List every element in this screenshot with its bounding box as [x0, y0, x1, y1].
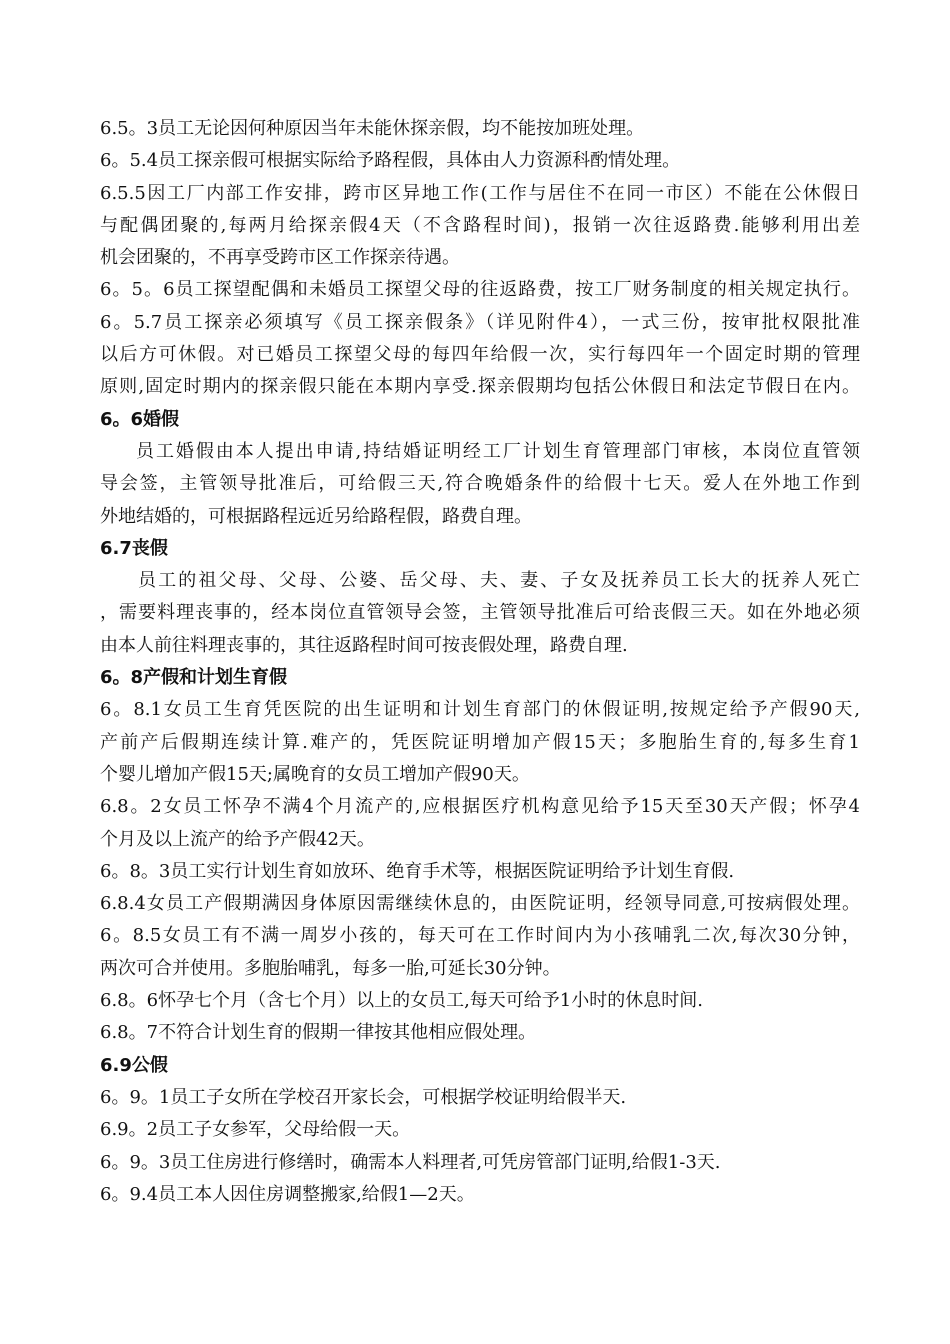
clause-6-9-2: 6.9。2员工子女参军，父母给假一天。 — [100, 1119, 411, 1141]
clause-6-9-4: 6。9.4员工本人因住房调整搬家,给假1—2天。 — [100, 1183, 475, 1205]
clause-6-5-7-line-2: 以后方可休假。对已婚员工探望父母的每四年给假一次，实行每四年一个固定时期的管理 — [100, 344, 860, 366]
clause-6-8-1-line-3: 个婴儿增加产假15天;属晚育的女员工增加产假90天。 — [100, 763, 530, 785]
funeral-leave-line-1: 员工的祖父母、父母、公婆、岳父母、夫、妻、子女及抚养员工长大的抚养人死亡 — [138, 570, 860, 592]
clause-6-8-5-line-1: 6。8.5女员工有不满一周岁小孩的，每天可在工作时间内为小孩哺乳二次,每次30分钟， — [100, 925, 860, 947]
funeral-leave-line-3: 由本人前往料理丧事的，其往返路程时间可按丧假处理，路费自理. — [100, 634, 628, 656]
clause-6-8-3: 6。8。3员工实行计划生育如放环、绝育手术等，根据医院证明给予计划生育假. — [100, 860, 735, 882]
clause-6-9-1: 6。9。1员工子女所在学校召开家长会，可根据学校证明给假半天. — [100, 1086, 627, 1108]
funeral-leave-line-2: ，需要料理丧事的，经本岗位直管领导会签，主管领导批准后可给丧假三天。如在外地必须 — [100, 602, 860, 624]
clause-6-8-7: 6.8。7不符合计划生育的假期一律按其他相应假处理。 — [100, 1022, 537, 1044]
clause-6-8-1-line-1: 6。8.1女员工生育凭医院的出生证明和计划生育部门的休假证明,按规定给予产假90天, — [100, 699, 860, 721]
clause-6-8-4: 6.8.4女员工产假期满因身体原因需继续休息的，由医院证明，经领导同意,可按病假处理。 — [100, 893, 860, 915]
clause-6-8-6: 6.8。6怀孕七个月（含七个月）以上的女员工,每天可给予1小时的休息时间. — [100, 990, 703, 1012]
section-heading-6-7: 6.7丧假 — [100, 537, 168, 559]
clause-6-8-1-line-2: 产前产后假期连续计算.难产的，凭医院证明增加产假15天；多胞胎生育的,每多生育1 — [100, 731, 860, 753]
clause-6-5-5-line-1: 6.5.5因工厂内部工作安排，跨市区异地工作(工作与居住不在同一市区）不能在公休假日 — [100, 182, 860, 204]
section-heading-6-6: 6。6婚假 — [100, 408, 180, 430]
document-body — [100, 113, 860, 1211]
clause-6-5-3: 6.5。3员工无论因何种原因当年未能休探亲假，均不能按加班处理。 — [100, 118, 645, 139]
clause-6-5-5-line-2: 与配偶团聚的,每两月给探亲假4天（不含路程时间)，报销一次往返路费.能够利用出差 — [100, 214, 860, 236]
section-heading-6-9: 6.9公假 — [100, 1054, 168, 1076]
clause-6-8-2-line-1: 6.8。2女员工怀孕不满4个月流产的,应根据医疗机构意见给予15天至30天产假；怀孕4 — [100, 796, 860, 818]
marriage-leave-line-3: 外地结婚的，可根据路程远近另给路程假，路费自理。 — [100, 505, 532, 527]
clause-6-5-4: 6。5.4员工探亲假可根据实际给予路程假，具体由人力资源科酌情处理。 — [100, 150, 681, 172]
marriage-leave-line-2: 导会签，主管领导批准后，可给假三天,符合晚婚条件的给假十七天。爱人在外地工作到 — [100, 473, 860, 495]
clause-6-9-3: 6。9。3员工住房进行修缮时，确需本人料理者,可凭房管部门证明,给假1-3天. — [100, 1151, 721, 1173]
section-heading-6-8: 6。8产假和计划生育假 — [100, 667, 288, 689]
clause-6-5-7-line-3: 原则,固定时期内的探亲假只能在本期内享受.探亲假期均包括公休假日和法定节假日在内。 — [100, 376, 860, 398]
clause-6-8-5-line-2: 两次可合并使用。多胞胎哺乳，每多一胎,可延长30分钟。 — [100, 957, 561, 979]
clause-6-5-5-line-3: 机会团聚的，不再享受跨市区工作探亲待遇。 — [100, 247, 460, 269]
marriage-leave-line-1: 员工婚假由本人提出申请,持结婚证明经工厂计划生育管理部门审核，本岗位直管领 — [136, 440, 860, 462]
clause-6-5-6: 6。5。6员工探望配偶和未婚员工探望父母的往返路费，按工厂财务制度的相关规定执行。 — [100, 279, 860, 301]
clause-6-5-7-line-1: 6。5.7员工探亲必须填写《员工探亲假条》（详见附件4），一式三份，按审批权限批准 — [100, 311, 860, 333]
clause-6-8-2-line-2: 个月及以上流产的给予产假42天。 — [100, 828, 375, 850]
